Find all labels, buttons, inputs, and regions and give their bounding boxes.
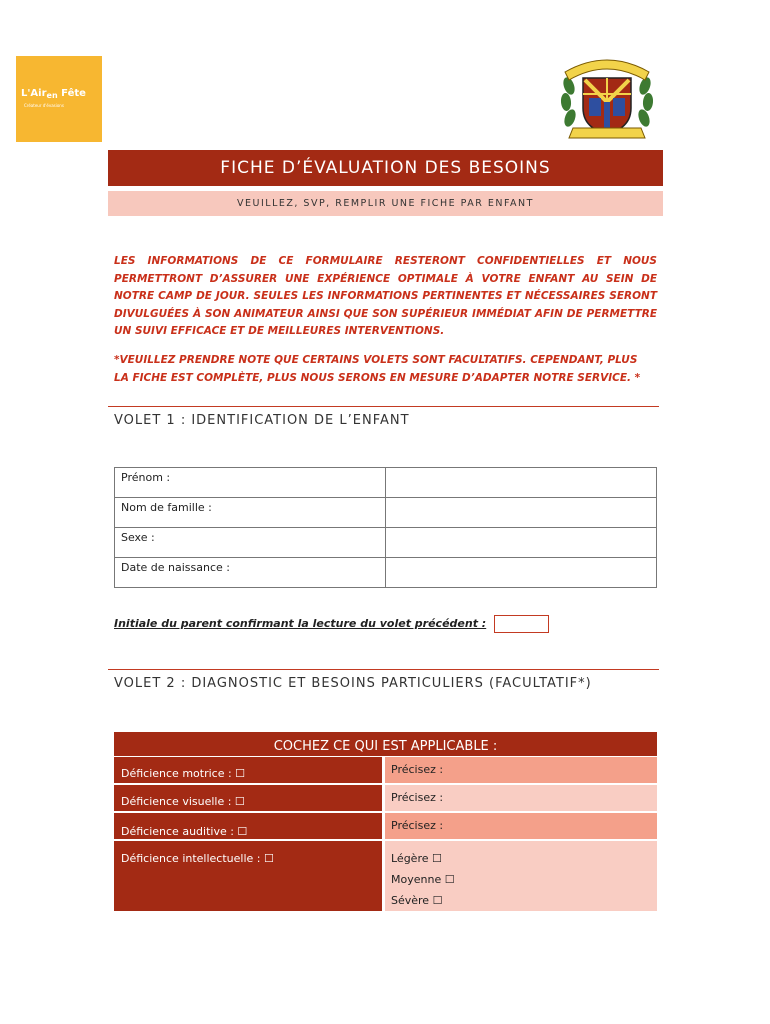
section1-heading: VOLET 1 : IDENTIFICATION DE L’ENFANT <box>114 413 410 428</box>
table-row <box>114 757 657 783</box>
intellectual-disability-levels <box>385 841 657 911</box>
sex-field[interactable] <box>386 528 657 558</box>
form-subtitle: VEUILLEZ, SVP, REMPLIR UNE FICHE PAR ENFANT <box>108 191 663 216</box>
logo-brand-c: Fête <box>57 88 86 99</box>
parent-initial-label: Initiale du parent confirmant la lecture du volet précédent : <box>114 617 487 630</box>
confidentiality-notice: LES INFORMATIONS DE CE FORMULAIRE RESTERONT CONFIDENTIELLES ET NOUS PERMETTRONT D’ASSURER UNE EXPÉRIENCE OPTIMALE À VOTRE ENFANT AU SEIN DE NOTRE CAMP DE JOUR. SEULES LES INFORMATIONS PERTINENTES ET NÉCESSAIRES SERONT DIVULGUÉES À SON ANIMATEUR AINSI QUE SON SUPÉRIEUR IMMÉDIAT AFIN DE PERMETTRE UN SUIVI EFFICACE ET DE MEILLEURES INTERVENTIONS. <box>114 255 657 337</box>
parent-initial-field[interactable] <box>494 615 549 633</box>
table-row <box>114 785 657 811</box>
table-row <box>115 558 657 588</box>
optional-note-line1: *VEUILLEZ PRENDRE NOTE QUE CERTAINS VOLETS SONT FACULTATIFS. CEPENDANT, PLUS <box>114 354 638 366</box>
birth-date-label: Date de naissance : <box>115 558 386 588</box>
motor-disability-checkbox[interactable]: Déficience motrice : ☐ <box>114 757 382 783</box>
visual-disability-checkbox[interactable]: Déficience visuelle : ☐ <box>114 785 382 811</box>
birth-date-field[interactable] <box>386 558 657 588</box>
hearing-disability-details[interactable]: Précisez : <box>385 813 657 839</box>
intellectual-disability-checkbox[interactable]: Déficience intellectuelle : ☐ <box>114 841 382 911</box>
table-row <box>114 813 657 839</box>
logo-brand <box>21 88 86 100</box>
level-severe-checkbox[interactable]: Sévère ☐ <box>391 894 443 907</box>
level-moderate-checkbox[interactable]: Moyenne ☐ <box>391 873 455 886</box>
first-name-label: Prénom : <box>115 468 386 498</box>
table-row <box>115 468 657 498</box>
optional-sections-note <box>114 352 657 387</box>
section1-rule <box>108 406 659 407</box>
sex-label: Sexe : <box>115 528 386 558</box>
identification-table <box>114 467 657 588</box>
logo-brand-b: en <box>46 91 58 100</box>
company-logo <box>16 56 102 142</box>
table-row <box>115 528 657 558</box>
last-name-label: Nom de famille : <box>115 498 386 528</box>
logo-tagline: Créateur d'évasions <box>24 103 64 108</box>
motor-disability-details[interactable]: Précisez : <box>385 757 657 783</box>
municipal-crest <box>555 52 659 144</box>
logo-brand-a: L'Air <box>21 88 47 99</box>
level-mild-checkbox[interactable]: Légère ☐ <box>391 852 442 865</box>
optional-note-line2: LA FICHE EST COMPLÈTE, PLUS NOUS SERONS EN MESURE D’ADAPTER NOTRE SERVICE. * <box>114 371 641 384</box>
diagnostic-table-header: COCHEZ CE QUI EST APPLICABLE : <box>114 732 657 756</box>
table-row <box>114 841 657 911</box>
form-title: FICHE D’ÉVALUATION DES BESOINS <box>108 150 663 186</box>
table-row <box>115 498 657 528</box>
last-name-field[interactable] <box>386 498 657 528</box>
visual-disability-details[interactable]: Précisez : <box>385 785 657 811</box>
hearing-disability-checkbox[interactable]: Déficience auditive : ☐ <box>114 813 382 839</box>
section2-heading: VOLET 2 : DIAGNOSTIC ET BESOINS PARTICULIERS (FACULTATIF*) <box>114 676 592 691</box>
first-name-field[interactable] <box>386 468 657 498</box>
section2-rule <box>108 669 659 670</box>
